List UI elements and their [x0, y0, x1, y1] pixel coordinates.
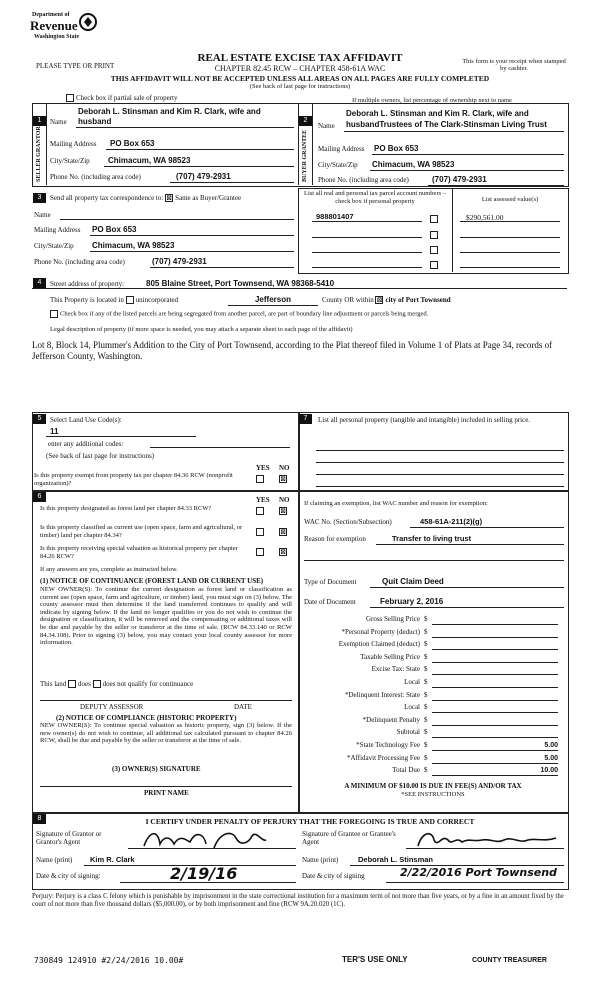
same-as-buyer-checkbox[interactable]: ⊠	[166, 194, 173, 203]
historic-yes-checkbox[interactable]	[256, 548, 264, 556]
legal-description[interactable]: Lot 8, Block 14, Plummer's Addition to the City of Port Townsend, according to the Plat thereof filed in Volume 1 of Plats at Page 34, records of Jefferson County, Washington.	[32, 340, 553, 361]
tax-line-label: Gross Selling Price	[365, 615, 420, 623]
use-only-label: TER'S USE ONLY	[342, 955, 408, 964]
dollar-sign: $	[424, 627, 428, 636]
seller-city-value[interactable]: Chimacum, WA 98523	[108, 156, 191, 165]
dollar-sign: $	[424, 665, 428, 674]
city-value: city of Port Townsend	[385, 296, 451, 304]
section-8-number: 8	[33, 814, 46, 824]
exempt-yes-checkbox[interactable]	[256, 475, 264, 483]
tax-line-value[interactable]	[432, 716, 558, 726]
seller-mailing-value[interactable]: PO Box 653	[110, 139, 155, 148]
street-value[interactable]: 805 Blaine Street, Port Townsend, WA 98368-5410	[146, 279, 335, 288]
parcel-personal-checkbox-2[interactable]	[430, 231, 438, 239]
tax-line-value[interactable]	[432, 691, 558, 701]
notice1-text: NEW OWNER(S): To continue the current designation as forest land or classification as current use (open space, farm and agriculture, or timber) land, you must sign on (3) below. The county assessor must then determine if the land transferred continues to qualify and will indicate by signing below. If the land no longer qualifies or you do not wish to continue the designation or classification, it will be removed and the compensating or additional taxes will be due and payable by the seller or transferor at the time of sale. (RCW 84.33.140 or RCW 84.34.108). Prior to signing (3) below, you may contact your local county assessor for more information.	[40, 586, 292, 647]
reason-label: Reason for exemption	[304, 535, 366, 543]
doc-type-label: Type of Document	[304, 578, 357, 586]
corr-city-value[interactable]: Chimacum, WA 98523	[92, 241, 175, 250]
grantor-name-label: Name (print)	[36, 856, 73, 864]
tax-line-value[interactable]	[432, 628, 558, 638]
does-label: does	[78, 680, 91, 688]
tax-line-label: Local	[404, 703, 420, 712]
section-5-number: 5	[33, 414, 46, 424]
located-row	[50, 296, 178, 304]
buyer-phone-value[interactable]: (707) 479-2931	[432, 175, 487, 184]
assessed-label: List assessed value(s)	[481, 196, 539, 203]
parcel-personal-checkbox-3[interactable]	[430, 246, 438, 254]
dor-logo	[28, 12, 98, 46]
corr-city-label: City/State/Zip	[34, 242, 74, 250]
exempt-question: Is this property exempt from property tax per chapter 84.36 RCW (nonprofit organization)?	[34, 472, 233, 487]
exempt-no-checkbox[interactable]: ⊠	[280, 475, 286, 483]
tax-line-value[interactable]	[432, 615, 558, 625]
current-use-no-checkbox[interactable]: ⊠	[280, 528, 286, 536]
tax-line-value[interactable]	[432, 678, 558, 688]
logo-emblem-icon	[78, 12, 98, 32]
buyer-phone-label: Phone No. (including area code)	[318, 176, 409, 184]
wac-value[interactable]: 458-61A-211(2)(g)	[420, 517, 483, 526]
multiple-owners-note: If multiple owners, list percentage of ownership next to name	[352, 97, 512, 104]
current-use-question: Is this property classified as current use (open space, farm and agricultural, or timber) land per chapter 84.34?	[40, 524, 243, 539]
buyer-mailing-value[interactable]: PO Box 653	[374, 144, 419, 153]
correspondence-label: Send all property tax correspondence to:	[50, 194, 164, 202]
tax-line-value[interactable]	[432, 728, 558, 738]
dollar-sign: $	[424, 703, 428, 712]
corr-mailing-value[interactable]: PO Box 653	[92, 225, 137, 234]
partial-sale-row	[66, 94, 177, 102]
seller-name-label: Name	[50, 118, 67, 126]
section-4-number: 4	[33, 278, 46, 288]
perjury-notice: Perjury: Perjury is a class C felony which is punishable by imprisonment in the state correctional institution for a maximum term of not more than five years, or by a fine in an amount fixed by the court of not more than five thousand dollars ($5,000.00), or by both imprisonment and fine (RCW 9A.20.020 (1C).	[32, 893, 564, 909]
notice2-text: NEW OWNER(S): To continue special valuation as historic property, sign (3) below. If the new owner(s) do not wish to continue, all additional tax calculated pursuant to chapter 84.26 RCW, shall be due and payable by the seller or transferor at the time of sale.	[40, 722, 292, 745]
chapter-label: CHAPTER 82.45 RCW – CHAPTER 458-61A WAC	[214, 64, 386, 73]
segregated-label: Check box if any of the listed parcels are being segregated from another parcel, are part of boundary line adjustment or parcels being merged.	[60, 310, 429, 318]
tax-line-label: Subtotal	[396, 728, 420, 737]
tax-line-label: *Delinquent Interest: State	[344, 690, 420, 699]
street-label: Street address of property:	[50, 280, 125, 288]
s6-no-header: NO	[279, 496, 290, 504]
this-land-label: This land	[40, 680, 67, 688]
deputy-assessor-label: DEPUTY ASSESSOR	[80, 703, 144, 711]
tax-line-label: *Delinquent Penalty	[362, 715, 420, 724]
dollar-sign: $	[424, 728, 428, 737]
buyer-name-label: Name	[318, 122, 335, 130]
print-name-label: PRINT NAME	[144, 789, 189, 797]
tax-line-value[interactable]	[432, 640, 558, 650]
grantor-name-value[interactable]: Kim R. Clark	[90, 855, 135, 864]
land-use-code[interactable]: 11	[50, 427, 59, 436]
grantee-name-value[interactable]: Deborah L. Stinsman	[358, 855, 434, 864]
exempt-no-header: NO	[279, 464, 290, 472]
segregated-row	[50, 310, 565, 318]
grantee-signature-label: Signature of Grantee or Grantee's Agent	[302, 830, 396, 846]
minimum-note: A MINIMUM OF $10.00 IS DUE IN FEE(S) AND/OR TAX	[344, 782, 522, 790]
unincorporated-label: unincorporated	[135, 296, 179, 304]
segregated-checkbox[interactable]	[50, 310, 58, 318]
doc-type-value[interactable]: Quit Claim Deed	[382, 577, 444, 586]
grantee-date-label: Date & city of signing	[302, 872, 365, 880]
grantor-signature-label: Signature of Grantor or Grantor's Agent	[36, 830, 102, 846]
warning-text: THIS AFFIDAVIT WILL NOT BE ACCEPTED UNLESS ALL AREAS ON ALL PAGES ARE FULLY COMPLETED	[110, 74, 490, 83]
tax-line-value[interactable]	[432, 703, 558, 713]
forest-question: Is this property designated as forest land per chapter 84.33 RCW?	[40, 505, 212, 512]
logo-line3: Washington State	[34, 34, 80, 40]
certify-statement: I CERTIFY UNDER PENALTY OF PERJURY THAT THE FOREGOING IS TRUE AND CORRECT	[145, 817, 475, 826]
exemption-label: If claiming an exemption, list WAC number and reason for exemption:	[304, 500, 488, 507]
current-use-yes-checkbox[interactable]	[256, 528, 264, 536]
reason-value[interactable]: Transfer to living trust	[392, 534, 472, 543]
seller-vertical-label: SELLER GRANTOR	[36, 126, 42, 182]
parcels-label: List all real and personal tax parcel account numbers – check box if personal property	[303, 190, 447, 205]
buyer-city-value[interactable]: Chimacum, WA 98523	[372, 160, 455, 169]
tax-line-value[interactable]: 5.00	[432, 741, 558, 751]
tax-line-label: *Personal Property (deduct)	[341, 627, 420, 636]
form-title: REAL ESTATE EXCISE TAX AFFIDAVIT	[197, 52, 403, 64]
partial-sale-label: Check box if partial sale of property	[76, 94, 178, 102]
correspondence-row	[50, 194, 241, 202]
dollar-sign: $	[424, 652, 428, 661]
seller-mailing-label: Mailing Address	[50, 140, 97, 148]
seller-phone-value[interactable]: (707) 479-2931	[176, 172, 231, 181]
section-1-number: 1	[33, 116, 46, 126]
county-city-row	[322, 296, 451, 304]
this-land-row	[40, 680, 193, 688]
same-as-buyer-label: Same as Buyer/Grantee	[175, 194, 242, 202]
notice1-title: (1) NOTICE OF CONTINUANCE (FOREST LAND OR CURRENT USE)	[40, 577, 264, 585]
tax-line-label: *Affidavit Processing Fee	[347, 753, 420, 762]
corr-phone-label: Phone No. (including area code)	[34, 258, 125, 266]
grantor-date-value[interactable]: 2/19/16	[170, 864, 238, 883]
does-checkbox[interactable]	[68, 680, 76, 688]
notice2-title: (2) NOTICE OF COMPLIANCE (HISTORIC PROPERTY)	[56, 714, 237, 722]
dollar-sign: $	[424, 640, 428, 649]
located-label: This Property is located in	[50, 296, 124, 304]
unincorporated-checkbox[interactable]	[126, 296, 134, 304]
tax-line-value[interactable]	[432, 665, 558, 675]
dollar-sign: $	[424, 690, 428, 699]
tax-line-label: Exemption Claimed (deduct)	[338, 640, 420, 649]
logo-line2: Revenue	[30, 18, 78, 33]
does-not-label: does not qualify for continuance	[102, 680, 194, 688]
partial-sale-checkbox[interactable]	[66, 94, 74, 102]
dollar-sign: $	[424, 753, 428, 762]
buyer-mailing-label: Mailing Address	[318, 145, 365, 153]
grantee-name-label: Name (print)	[302, 856, 339, 864]
see-instructions-note: *SEE INSTRUCTIONS	[401, 791, 465, 798]
dollar-sign: $	[424, 715, 428, 724]
corr-phone-value[interactable]: (707) 479-2931	[152, 257, 207, 266]
county-value[interactable]: Jefferson	[254, 295, 291, 304]
forest-yes-checkbox[interactable]	[256, 507, 264, 515]
does-not-checkbox[interactable]	[93, 680, 101, 688]
section-7-number: 7	[299, 414, 312, 424]
tax-line-label: Local	[404, 678, 420, 686]
legal-label: Legal description of property (if more space is needed, you may attach a separate sheet to each page of the affidavit)	[50, 326, 353, 333]
grantor-date-label: Date & city of signing:	[36, 872, 101, 880]
historic-no-checkbox[interactable]: ⊠	[280, 548, 286, 556]
dollar-sign: $	[424, 615, 428, 623]
grantee-date-value[interactable]: 2/22/2016 Port Townsend	[400, 866, 557, 879]
receipt-note: This form is your receipt when stamped by cashier.	[462, 58, 566, 72]
tax-line-value[interactable]	[432, 653, 558, 663]
section-6-number: 6	[33, 492, 46, 502]
tax-line-value[interactable]: 5.00	[432, 754, 558, 764]
exempt-yes-header: YES	[256, 464, 270, 472]
doc-date-label: Date of Document	[304, 598, 356, 606]
county-or-label: County OR within	[322, 296, 374, 304]
s6-yes-header: YES	[256, 496, 270, 504]
within-city-checkbox[interactable]: ⊠	[376, 296, 383, 305]
logo-line1: Department of	[32, 12, 70, 18]
section-3-number: 3	[33, 193, 46, 203]
additional-codes-label: enter any additional codes:	[48, 440, 124, 448]
see-back-label: (See back of last page for instructions)	[46, 452, 155, 460]
land-use-label: Select Land Use Code(s):	[50, 416, 122, 424]
doc-date-value[interactable]: February 2, 2016	[380, 597, 444, 606]
buyer-name-value[interactable]: Deborah L. Stinsman and Kim R. Clark, wife and husbandTrustees of The Clark-Stinsman Living Trust	[346, 109, 547, 129]
seller-phone-label: Phone No. (including area code)	[50, 173, 141, 181]
tax-line-value[interactable]: 10.00	[432, 766, 558, 776]
tax-line-label: Total Due	[392, 766, 420, 775]
buyer-city-label: City/State/Zip	[318, 161, 358, 169]
tax-line-label: Excise Tax: State	[371, 665, 420, 674]
type-print-label: PLEASE TYPE OR PRINT	[36, 62, 115, 70]
receipt-stamp: 730849 124910 #2/24/2016 10.00#	[34, 956, 184, 965]
tax-line-label: Taxable Selling Price	[360, 652, 420, 661]
corr-mailing-label: Mailing Address	[34, 226, 81, 234]
dollar-sign: $	[424, 741, 428, 749]
parcel-personal-checkbox-4[interactable]	[430, 261, 438, 269]
parcel-personal-checkbox-1[interactable]	[430, 215, 438, 223]
tax-line-label: *State Technology Fee	[356, 741, 420, 749]
dollar-sign: $	[424, 766, 428, 775]
forest-no-checkbox[interactable]: ⊠	[280, 507, 286, 515]
seller-name-value[interactable]: Deborah L. Stinsman and Kim R. Clark, wife and husband	[78, 107, 261, 126]
owner-signature-label: (3) OWNER(S) SIGNATURE	[112, 765, 201, 773]
buyer-vertical-label: BUYER GRANTEE	[302, 129, 308, 182]
deputy-date-label: DATE	[234, 703, 252, 711]
personal-property-label: List all personal property (tangible and intangible) included in selling price.	[318, 416, 531, 424]
wac-label: WAC No. (Section/Subsection)	[304, 518, 392, 526]
dollar-sign: $	[424, 678, 428, 686]
section-2-number: 2	[299, 116, 312, 126]
historic-question: Is this property receiving special valuation as historical property per chapter 84.26 RCW?	[40, 545, 238, 560]
county-treasurer-label: COUNTY TREASURER	[472, 957, 547, 964]
see-instructions: (See back of last page for instructions)	[249, 83, 351, 90]
assessed-value[interactable]: $290,561.00	[466, 213, 504, 222]
seller-city-label: City/State/Zip	[50, 157, 90, 165]
corr-name-label: Name	[34, 211, 51, 219]
if-yes-label: If any answers are yes, complete as instructed below.	[40, 566, 178, 573]
parcel-number[interactable]: 988801407	[316, 212, 354, 221]
